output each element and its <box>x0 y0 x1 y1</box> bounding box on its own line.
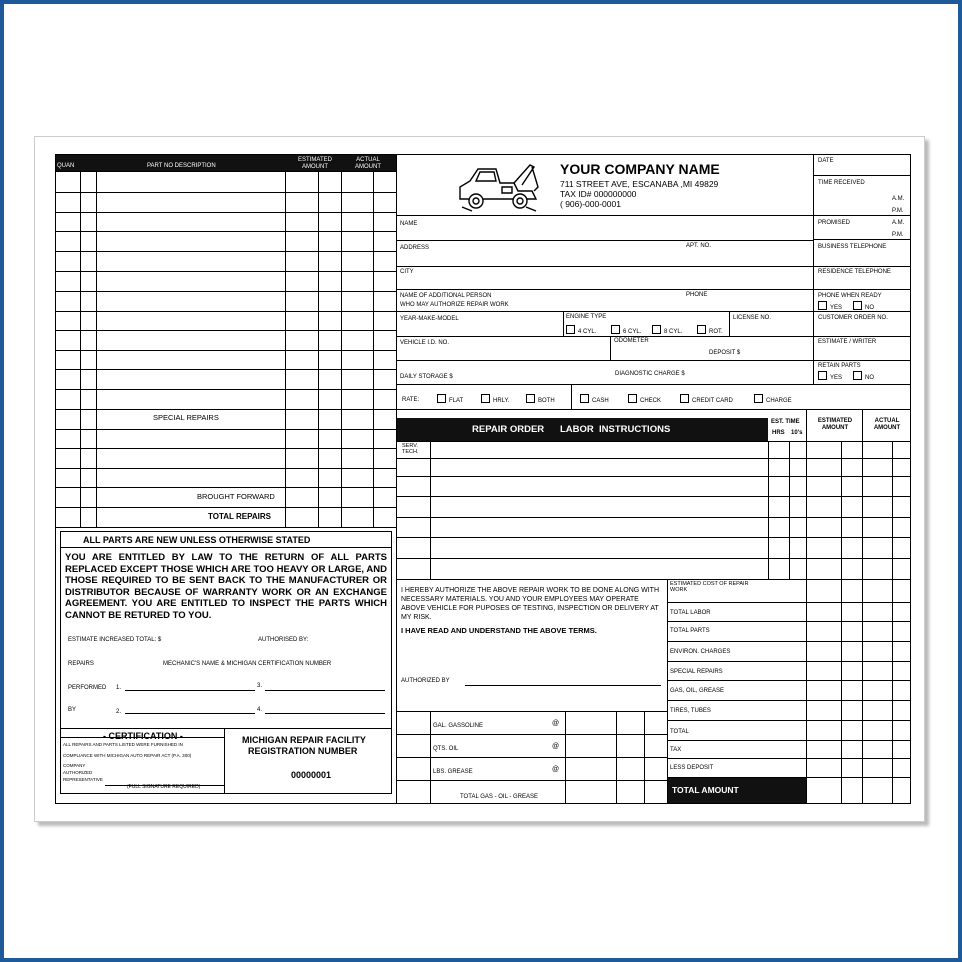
phone-label: PHONE <box>686 292 708 298</box>
quan-header: QUAN <box>57 163 75 169</box>
company-phone: ( 906)-000-0001 <box>560 199 621 209</box>
checkbox-icon[interactable] <box>818 301 827 310</box>
form-grid-lines <box>35 137 924 821</box>
rate-flat[interactable]: FLAT <box>437 394 463 405</box>
payment-cash[interactable]: CASH <box>580 394 609 405</box>
tens-header: 10's <box>791 430 803 436</box>
labor-instructions-title: REPAIR ORDER LABOR INSTRUCTIONS <box>472 424 671 435</box>
cert-signature-label: (FULL SIGNATURE REQUIRED) <box>127 784 201 790</box>
checkbox-icon[interactable] <box>526 394 535 403</box>
labor-estimated-header: ESTIMATED AMOUNT <box>817 418 853 431</box>
company-address: 711 STREET AVE, ESCANABA ,MI 49829 <box>560 179 719 189</box>
repairs-label: REPAIRS <box>68 661 94 667</box>
parts-notice-title: ALL PARTS ARE NEW UNLESS OTHERWISE STATED <box>83 535 311 545</box>
rate-label: RATE: <box>402 397 420 403</box>
repair-order-form <box>34 136 925 822</box>
gas-oil-grease-total-label: GAS, OIL, GREASE <box>670 688 725 694</box>
payment-check[interactable]: CHECK <box>628 394 661 405</box>
additional-person-label-2: WHO MAY AUTHORIZE REPAIR WORK <box>400 302 509 308</box>
parts-header-bar <box>56 155 396 171</box>
engine-8cyl[interactable]: 8 CYL. <box>652 325 682 336</box>
total-label: TOTAL <box>670 729 689 735</box>
tow-truck-icon <box>456 161 542 213</box>
authorization-bold-text: I HAVE READ AND UNDERSTAND THE ABOVE TERMS. <box>401 626 597 635</box>
odometer-label: ODOMETER <box>614 338 649 344</box>
tires-tubes-label: TIRES, TUBES <box>670 708 711 714</box>
retain-parts-label: RETAIN PARTS <box>818 363 861 369</box>
additional-person-label: NAME OF ADDITIONAL PERSON <box>400 293 492 299</box>
checkbox-icon[interactable] <box>628 394 637 403</box>
total-labor-label: TOTAL LABOR <box>670 610 711 616</box>
daily-storage-label: DAILY STORAGE $ <box>400 374 453 380</box>
customer-order-label: CUSTOMER ORDER NO. <box>818 315 888 321</box>
cert-company-label: COMPANY <box>63 763 86 768</box>
checkbox-icon[interactable] <box>680 394 689 403</box>
grease-at-symbol: @ <box>552 766 560 773</box>
address-label: ADDRESS <box>400 245 430 251</box>
mechanic-line-4-number: 4. <box>257 707 263 713</box>
diagnostic-charge-label: DIAGNOSTIC CHARGE $ <box>615 371 685 377</box>
checkbox-icon[interactable] <box>652 325 661 334</box>
year-make-model-label: YEAR-MAKE-MODEL <box>400 316 459 322</box>
hrs-header: HRS <box>772 430 785 436</box>
payment-charge[interactable]: CHARGE <box>754 394 792 405</box>
authorised-by-label: AUTHORISED BY: <box>258 637 309 643</box>
brought-forward-label: BROUGHT FORWARD <box>197 492 275 501</box>
lbs-grease-label: LBS. GREASE <box>433 769 473 775</box>
special-repairs-label: SPECIAL REPAIRS <box>153 413 219 422</box>
mechanic-line-3-number: 3. <box>257 683 263 689</box>
company-name: YOUR COMPANY NAME <box>560 161 720 177</box>
rate-hourly[interactable]: HRLY. <box>481 394 509 405</box>
estimated-amount-header: ESTIMATED AMOUNT <box>298 157 332 170</box>
by-label: BY <box>68 707 77 713</box>
less-deposit-label: LESS DEPOSIT <box>670 765 714 771</box>
facility-title-2: REGISTRATION NUMBER <box>248 746 358 756</box>
deposit-label: DEPOSIT $ <box>709 350 741 356</box>
certification-title: - CERTIFICATION - <box>103 731 183 741</box>
promised-pm-label: P.M. <box>892 232 904 238</box>
checkbox-icon[interactable] <box>818 371 827 380</box>
tax-label: TAX <box>670 747 682 753</box>
checkbox-icon[interactable] <box>697 325 706 334</box>
checkbox-icon[interactable] <box>611 325 620 334</box>
gas-at-symbol: @ <box>552 720 560 727</box>
cert-representative-label: REPRESENTATIVE <box>63 777 103 782</box>
engine-type-label: ENGINE TYPE <box>566 314 607 320</box>
checkbox-icon[interactable] <box>481 394 490 403</box>
engine-6cyl[interactable]: 6 CYL. <box>611 325 641 336</box>
promised-am-label: A.M. <box>892 220 905 226</box>
engine-rot[interactable]: ROT. <box>697 325 723 336</box>
payment-credit-card[interactable]: CREDIT CARD <box>680 394 733 405</box>
rate-both[interactable]: BOTH <box>526 394 555 405</box>
checkbox-icon[interactable] <box>437 394 446 403</box>
estimate-writer-label: ESTIMATE / WRITER <box>818 339 877 345</box>
total-gas-oil-grease-label: TOTAL GAS - OIL - GREASE <box>460 794 539 800</box>
registration-number: 00000001 <box>291 770 332 780</box>
time-received-label: TIME RECEIVED <box>818 180 865 186</box>
total-parts-label: TOTAL PARTS <box>670 628 710 634</box>
labor-actual-header: ACTUAL AMOUNT <box>873 418 901 431</box>
estimated-cost-label: ESTIMATED COST OF REPAIR WORK <box>670 581 749 593</box>
time-pm-label: P.M. <box>892 208 904 214</box>
gal-gasoline-label: GAL. GASSOLINE <box>433 723 484 729</box>
est-time-header: EST. TIME <box>771 419 800 425</box>
phone-ready-yes[interactable]: YES <box>818 301 842 312</box>
promised-label: PROMISED <box>818 220 851 226</box>
business-telephone-label: BUSINESS TELEPHONE <box>818 244 887 250</box>
certification-text-1: ALL REPAIRS AND PARTS LISTED WERE FURNISHED IN <box>63 742 183 747</box>
checkbox-icon[interactable] <box>853 371 862 380</box>
name-label: NAME <box>400 221 418 227</box>
actual-amount-header: ACTUAL AMOUNT <box>355 157 381 170</box>
residence-telephone-label: RESIDENCE TELEPHONE <box>818 269 891 275</box>
apt-label: APT. NO. <box>686 243 712 249</box>
serv-tech-header: SERV. TECH. <box>402 443 419 455</box>
performed-label: PERFORMED <box>68 685 107 691</box>
certification-text-2: COMPLIANCE WITH MICHIGAN AUTO REPAIR ACT (P.A. 300) <box>63 753 192 758</box>
vehicle-id-label: VEHICLE I.D. NO. <box>400 340 450 346</box>
retain-parts-no[interactable]: NO <box>853 371 874 382</box>
engine-4cyl[interactable]: 4 CYL. <box>566 325 596 336</box>
total-repairs-label: TOTAL REPAIRS <box>208 512 271 521</box>
phone-ready-no[interactable]: NO <box>853 301 874 312</box>
facility-title-1: MICHIGAN REPAIR FACILITY <box>242 735 366 745</box>
checkbox-icon[interactable] <box>566 325 575 334</box>
phone-when-ready-label: PHONE WHEN READY <box>818 293 882 299</box>
checkbox-icon[interactable] <box>580 394 589 403</box>
mechanic-label: MECHANIC'S NAME & MICHIGAN CERTIFICATION NUMBER <box>163 661 332 667</box>
license-label: LICENSE NO. <box>733 315 772 321</box>
mechanic-line-2-number: 2. <box>116 709 122 715</box>
authorized-by-label: AUTHORIZED BY <box>401 678 450 684</box>
qts-oil-label: QTS. OIL <box>433 746 459 752</box>
environ-charges-label: ENVIRON. CHARGES <box>670 649 731 655</box>
retain-parts-yes[interactable]: YES <box>818 371 842 382</box>
cert-authorized-label: AUTHORIZED <box>63 770 93 775</box>
checkbox-icon[interactable] <box>853 301 862 310</box>
parts-notice-body: YOU ARE ENTITLED BY LAW TO THE RETURN OF ALL PARTS REPLACED EXCEPT THOSE WHICH ARE TOO HEAVY OR LARGE, AND THOSE REQUIRED TO BE SENT BACK TO THE MANUFACTURER OR DISTRIBUTOR BECAUSE OF WARRANTY WORK OR AN EXCHANGE AGREEMENT. YOU ARE ENTITLED TO INSPECT THE PARTS WHICH CANNOT BE RETURED TO YOU. <box>65 552 387 621</box>
total-amount-label: TOTAL AMOUNT <box>672 785 739 795</box>
estimate-increased-label: ESTIMATE INCREASED TOTAL: $ <box>68 637 162 643</box>
mechanic-line-1-number: 1. <box>116 685 122 691</box>
authorization-text: I HEREBY AUTHORIZE THE ABOVE REPAIR WORK TO BE DONE ALONG WITH NECESSARY MATERIALS. YOU AND YOUR EMPLOYEES MAY OPERATE ABOVE VEHICLE FOR PUPOSES OF TESTING, INSPECTION OR DELIVERY AT MY RISK. <box>401 587 660 621</box>
company-tax-id: TAX ID# 000000000 <box>560 189 637 199</box>
checkbox-icon[interactable] <box>754 394 763 403</box>
part-description-header: PART NO DESCRIPTION <box>147 163 216 169</box>
oil-at-symbol: @ <box>552 743 560 750</box>
city-label: CITY <box>400 269 414 275</box>
time-am-label: A.M. <box>892 196 905 202</box>
special-repairs-total-label: SPECIAL REPAIRS <box>670 669 723 675</box>
date-label: DATE <box>818 158 834 164</box>
